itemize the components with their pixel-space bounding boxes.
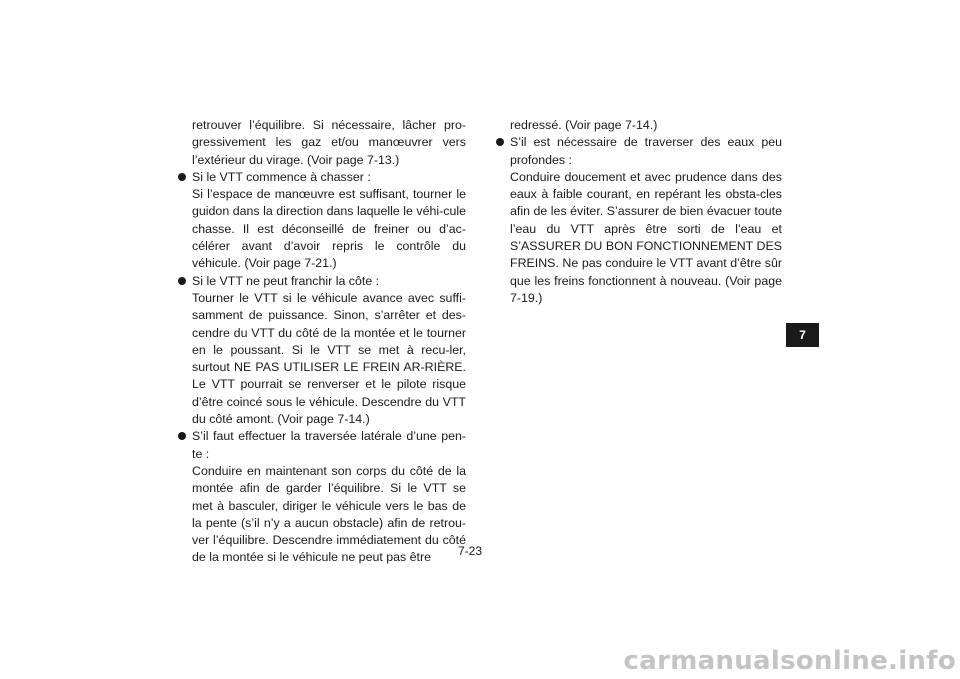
page-number: 7-23 — [458, 544, 483, 558]
bullet-dot-icon — [178, 277, 186, 285]
bullet-body: Conduire en maintenant son corps du côté de la montée afin de garder l’équilibre. Si le VTT se met à basculer, diriger le véhicule vers le bas de la pente (s’il n’y a aucun obstacle) afin de retrou-ver l’équilibre. Descendre immédiatement du côté de la montée si le véhicule ne peut pas être — [192, 463, 466, 565]
bullet-item-water — [510, 134, 782, 307]
bullet-item-skid — [192, 169, 466, 273]
bullet-heading: S’il est nécessaire de traverser des eaux peu profondes : — [510, 135, 782, 167]
bullet-item-sidehill — [192, 428, 466, 566]
chapter-tab: 7 — [786, 323, 819, 347]
right-intro-paragraph: redressé. (Voir page 7-14.) — [510, 118, 658, 132]
bullet-body: Si l’espace de manœuvre est suffisant, tourner le guidon dans la direction dans laquelle le véhi-cule chasse. Il est déconseillé de freiner ou d’ac-célérer avant d’avoir repris le contrôle du véhicule. (Voir page 7-21.) — [192, 187, 466, 271]
left-column — [192, 117, 466, 567]
bullet-heading: Si le VTT commence à chasser : — [192, 169, 371, 184]
right-column — [510, 117, 782, 307]
bullet-body: Tourner le VTT si le véhicule avance avec suffi-samment de puissance. Sinon, s’arrêter et des-cendre du VTT du côté de la montée et le tourner en le poussant. Si le VTT se met à recu-ler, surtout NE PAS UTILISER LE FREIN AR-RIÈRE. Le VTT pourrait se renverser et le pilote risque d’être coincé sous le véhicule. Descendre du VTT du côté amont. (Voir page 7-14.) — [192, 290, 466, 427]
bullet-dot-icon — [496, 138, 504, 146]
bullet-dot-icon — [178, 432, 186, 440]
bullet-body: Conduire doucement et avec prudence dans des eaux à faible courant, en repérant les obsta-cles afin de les éviter. S’assurer de bien évacuer toute l’eau du VTT après être sorti de l’eau et S’ASSURER DU BON FONCTIONNEMENT DES FREINS. Ne pas conduire le VTT avant d’être sûr que les freins fonctionnent à nouveau. (Voir page 7-19.) — [510, 169, 782, 305]
bullet-item-hill — [192, 273, 466, 429]
bullet-dot-icon — [178, 173, 186, 181]
bullet-heading: Si le VTT ne peut franchir la côte : — [192, 273, 380, 288]
left-intro-paragraph: retrouver l’équilibre. Si nécessaire, lâcher pro-gressivement les gaz et/ou manœuvrer vers l’extérieur du virage. (Voir page 7-13.) — [192, 118, 466, 167]
watermark: carmanualsonline.info — [623, 646, 956, 676]
bullet-heading: S’il faut effectuer la traversée latérale d’une pen-te : — [192, 429, 466, 461]
